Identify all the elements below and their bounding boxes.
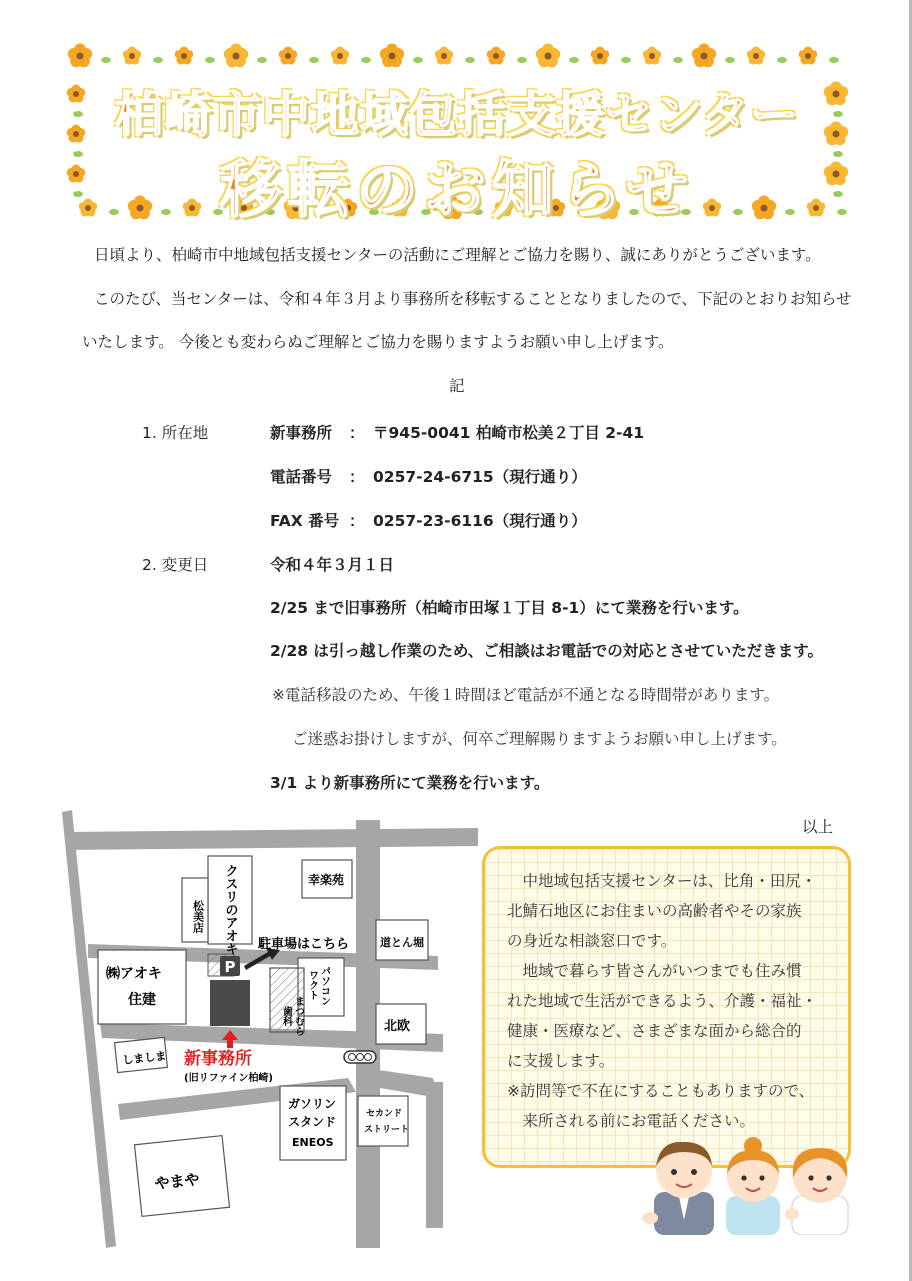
- change-line-3: 3/1 より新事務所にて業務を行います。: [270, 774, 550, 792]
- info-line: 中地域包括支援センターは、比角・田尻・: [507, 872, 817, 890]
- info-line: れた地域で生活ができるよう、介護・福祉・: [507, 992, 818, 1010]
- flower-icon: [331, 47, 350, 65]
- row-colon-fax: ：: [349, 512, 365, 530]
- label-michitonbori: 道とん堀: [380, 936, 424, 949]
- label-hokuou: 北欧: [384, 1019, 411, 1034]
- label-gasoline-2: スタンド: [288, 1115, 337, 1129]
- info-line: 来所される前にお電話ください。: [507, 1112, 756, 1130]
- info-line: ※訪問等で不在にすることもありますので、: [507, 1082, 815, 1100]
- page-title: 柏崎市中地域包括支援センター: [114, 87, 800, 143]
- label-pasokon: パソコン: [318, 966, 330, 1006]
- page-subtitle: 移転のお知らせ: [219, 153, 695, 226]
- flower-icon: [536, 44, 560, 68]
- section2-label: 2. 変更日: [142, 556, 209, 574]
- label-gasoline: ガソリン: [288, 1097, 337, 1111]
- change-line-2: 2/28 は引っ越し作業のため、ご相談はお電話での対応とさせていただきます。: [270, 642, 824, 660]
- info-box: [482, 846, 851, 1168]
- leaf-icon: [673, 57, 683, 63]
- label-kourakuen: 幸楽苑: [308, 873, 345, 887]
- leaf-icon: [777, 57, 787, 63]
- intro-paragraph-2b: いたします。 今後とも変わらぬご理解とご協力を賜りますようお願い申し上げます。: [82, 333, 674, 351]
- info-line: 地域で暮らす皆さんがいつまでも住み慣: [507, 962, 802, 980]
- road-top: [66, 828, 478, 850]
- staff-woman-2: [785, 1148, 848, 1235]
- flower-icon: [224, 44, 248, 68]
- info-line: 健康・医療など、さまざまな面から総合的: [507, 1022, 802, 1040]
- label-new-office-sub: (旧リファイン柏崎): [184, 1073, 273, 1084]
- label-matsumura: まつむら: [292, 996, 304, 1036]
- row-value-phone: 0257-24-6715（現行通り）: [373, 468, 587, 486]
- change-note-2: ご迷惑お掛けしますが、何卒ご理解賜りますようお願い申し上げます。: [292, 730, 787, 748]
- flower-icon: [747, 47, 766, 65]
- staff-illustration: [640, 1130, 855, 1235]
- row-value-fax: 0257-23-6116（現行通り）: [373, 512, 587, 530]
- leaf-icon: [621, 57, 631, 63]
- title-banner: [62, 38, 852, 226]
- label-gasoline-3: ENEOS: [292, 1136, 334, 1149]
- leaf-icon: [361, 57, 371, 63]
- info-line: に支援します。: [507, 1052, 615, 1070]
- ki-heading: 記: [449, 377, 465, 395]
- label-aoki: ㈱アオキ: [106, 966, 162, 982]
- change-note-1: ※電話移設のため、午後１時間ほど電話が不通となる時間帯があります。: [272, 686, 780, 704]
- row-name-office: 新事務所: [270, 424, 333, 442]
- parking-sign-text: P: [224, 958, 236, 976]
- label-yamaya: やまや: [153, 1170, 201, 1193]
- flower-icon: [591, 47, 610, 65]
- flower-icon: [123, 47, 142, 65]
- label-shimashima: しましま: [121, 1049, 167, 1067]
- change-date: 令和４年３月１日: [270, 556, 395, 574]
- label-pasokon-2: ワクト: [306, 970, 318, 1000]
- leaf-icon: [153, 57, 163, 63]
- location-map: [58, 808, 478, 1248]
- staff-woman-1: [726, 1137, 780, 1235]
- row-value-office: 〒945-0041 柏崎市松美２丁目 2-41: [373, 424, 645, 442]
- section1-label: 1. 所在地: [142, 424, 209, 442]
- row-name-phone: 電話番号: [270, 468, 333, 486]
- row-colon-phone: ：: [349, 468, 365, 486]
- info-line: 北鯖石地区にお住まいの高齢者やその家族: [507, 902, 802, 920]
- intro-paragraph-2a: このたび、当センターは、令和４年３月より事務所を移転することとなりましたので、下記のとおりお知らせ: [94, 290, 852, 308]
- intro-paragraph-1: 日頃より、柏崎市中地域包括支援センターの活動にご理解とご協力を賜り、誠にありがとうございます。: [94, 246, 821, 264]
- label-second-2: ストリート: [364, 1125, 410, 1135]
- building-second: [358, 1096, 408, 1146]
- building-aoki: [98, 950, 186, 1024]
- row-name-fax: FAX 番号: [270, 512, 340, 530]
- leaf-icon: [517, 57, 527, 63]
- flower-icon: [643, 47, 662, 65]
- flower-icon: [175, 47, 194, 65]
- info-line: の身近な相談窓口です。: [507, 932, 677, 950]
- leaf-icon: [829, 57, 839, 63]
- label-kusuri-sub: 松美店: [191, 900, 205, 933]
- staff-man: [642, 1142, 714, 1235]
- map-drawing: [58, 808, 478, 1248]
- flower-icon: [799, 47, 818, 65]
- flower-icon: [487, 47, 506, 65]
- change-line-1: 2/25 まで旧事務所（柏崎市田塚１丁目 8-1）にて業務を行います。: [270, 599, 749, 617]
- flower-icon: [380, 44, 404, 68]
- leaf-icon: [205, 57, 215, 63]
- flower-icon: [435, 47, 454, 65]
- new-office-building: [210, 980, 250, 1026]
- label-second: セカンド: [366, 1109, 403, 1119]
- label-aoki-sub: 住建: [128, 992, 156, 1008]
- row-colon-office: ：: [349, 424, 365, 442]
- leaf-icon: [257, 57, 267, 63]
- label-matsumura-2: 歯科: [280, 1006, 292, 1026]
- label-parking: 駐車場はこちら: [258, 937, 350, 952]
- flower-icon: [692, 44, 716, 68]
- leaf-icon: [101, 57, 111, 63]
- flower-icon: [68, 44, 92, 68]
- label-kusuri: クスリのアオキ: [222, 864, 238, 955]
- leaf-icon: [569, 57, 579, 63]
- ijo-closing: 以上: [802, 818, 834, 836]
- leaf-icon: [465, 57, 475, 63]
- flower-icon: [279, 47, 298, 65]
- label-new-office: 新事務所: [184, 1049, 252, 1069]
- road-right-down: [426, 1082, 443, 1228]
- leaf-icon: [725, 57, 735, 63]
- leaf-icon: [309, 57, 319, 63]
- leaf-icon: [413, 57, 423, 63]
